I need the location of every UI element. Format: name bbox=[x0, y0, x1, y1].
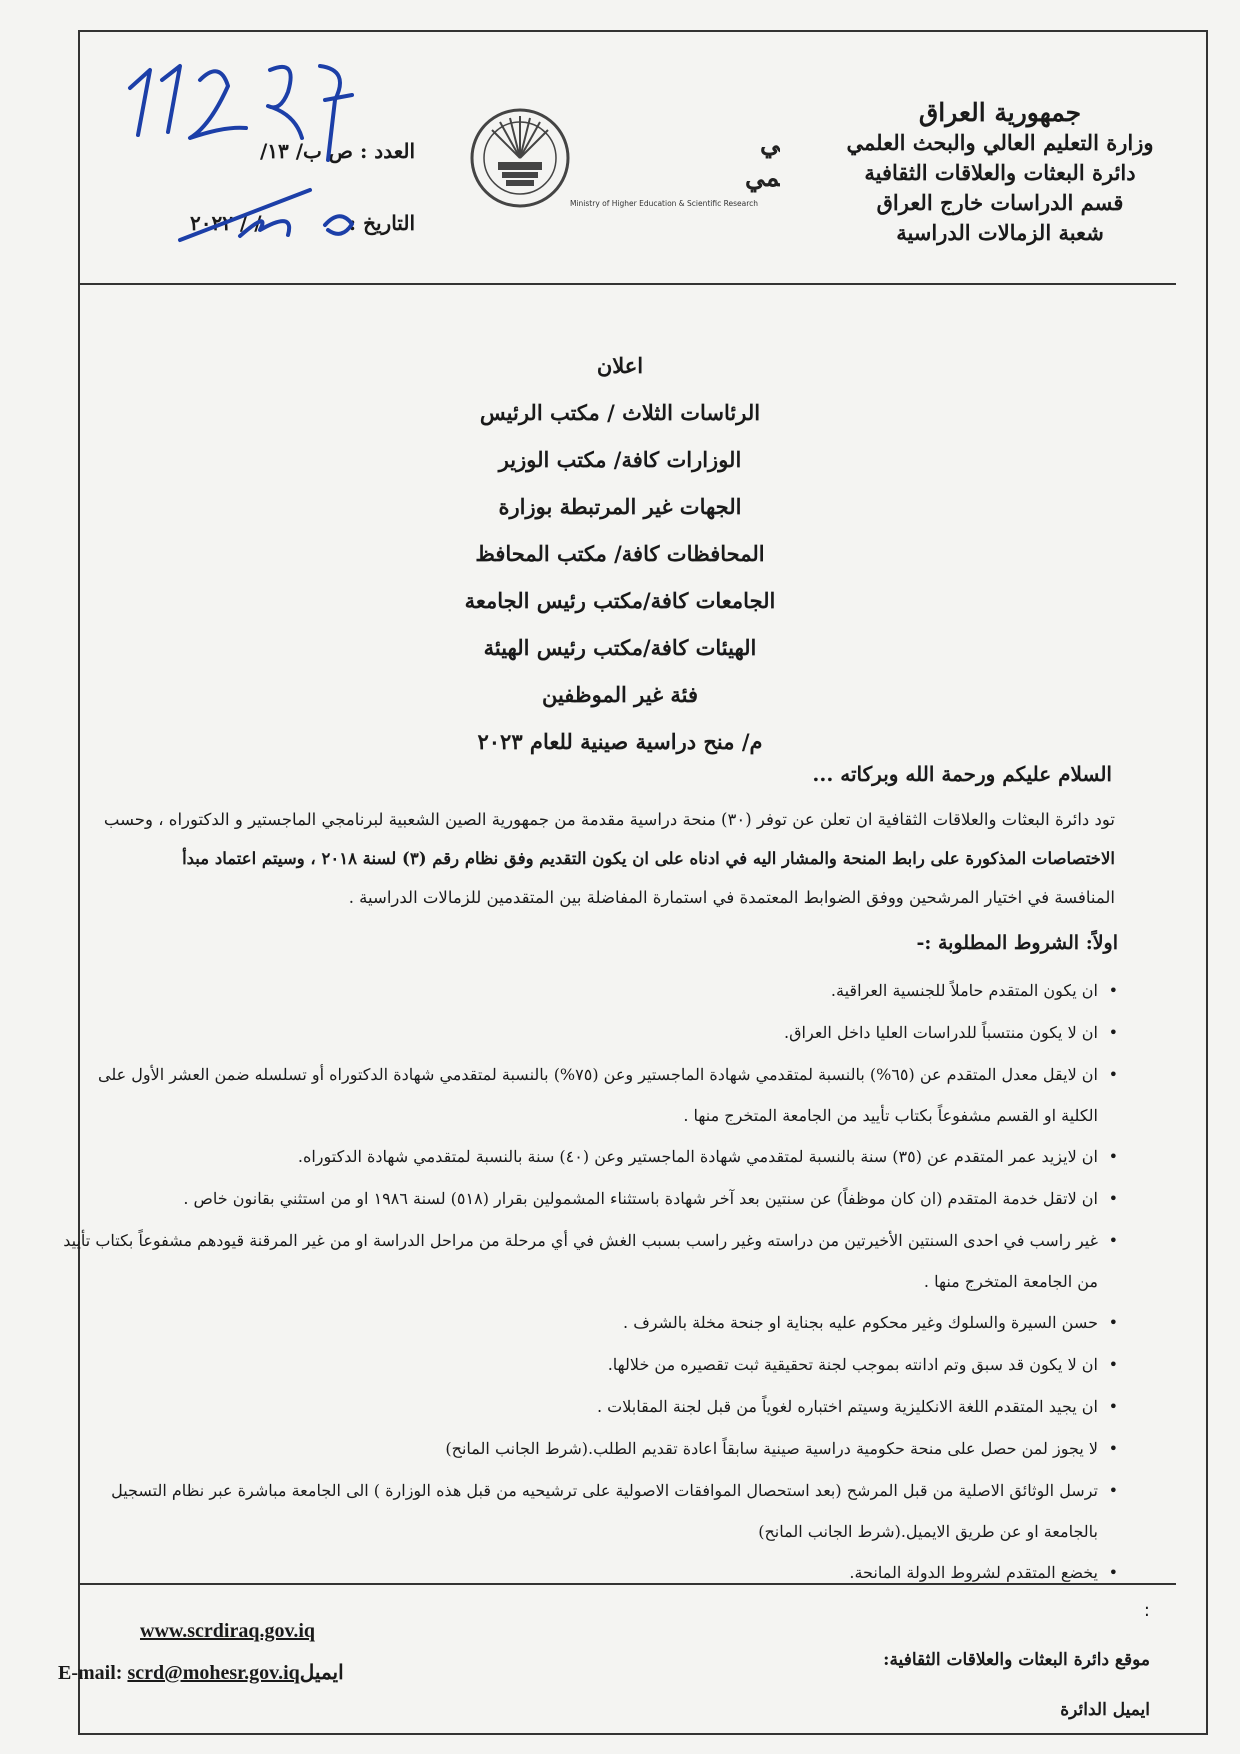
footer-divider bbox=[80, 1583, 1176, 1585]
ministry-logo bbox=[470, 100, 780, 240]
announcement-recipients bbox=[380, 342, 860, 765]
date-label: التاريخ : bbox=[348, 211, 415, 235]
recipient-line: المحافظات كافة/ مكتب المحافظ bbox=[475, 541, 765, 566]
condition-item: • ان يكون المتقدم حاملاً للجنسية العراقية. bbox=[63, 970, 1118, 1012]
ministry-emblem-icon bbox=[470, 100, 780, 240]
site-label: موقع دائرة البعثات والعلاقات الثقافية: bbox=[883, 1650, 1150, 1670]
condition-item: • ان يجيد المتقدم اللغة الانكليزية وسيتم اختباره لغوياً من قبل لجنة المقابلات . bbox=[63, 1386, 1118, 1428]
condition-item: • يخضع المتقدم لشروط الدولة المانحة. bbox=[63, 1552, 1118, 1594]
condition-item: • ان لايزيد عمر المتقدم عن (٣٥) سنة بالنسبة لمتقدمي شهادة الماجستير وعن (٤٠) سنة بالنسبة لمتقدمي شهادة الدكتوراه. bbox=[63, 1136, 1118, 1178]
country-name: جمهورية العراق bbox=[918, 98, 1082, 127]
footer-colon: : bbox=[1143, 1600, 1150, 1621]
reference-number: العدد : ص ب/ ١٣/ bbox=[259, 139, 415, 163]
conditions-title: اولاً: الشروط المطلوبة :- bbox=[916, 932, 1118, 954]
handwritten-annotations bbox=[120, 40, 420, 280]
email-link[interactable]: scrd@mohesr.gov.iq bbox=[127, 1662, 300, 1684]
recipient-line: الجهات غير المرتبطة بوزارة bbox=[498, 494, 742, 519]
svg-text:Ministry of Higher Education &: Ministry of Higher Education & Scientific Research bbox=[570, 199, 759, 208]
recipient-line: الهيئات كافة/مكتب رئيس الهيئة bbox=[483, 635, 757, 660]
svg-text:والبحث العلمي: مي bbox=[745, 163, 780, 192]
condition-item: • لا يجوز لمن حصل على منحة حكومية دراسية صينية سابقاً اعادة تقديم الطلب.(شرط الجانب المانح) bbox=[63, 1428, 1118, 1470]
ministry-header bbox=[830, 98, 1170, 248]
condition-item: • ان لا يكون قد سبق وتم ادانته بموجب لجنة تحقيقية ثبت تقصيره من خلالها. bbox=[63, 1344, 1118, 1386]
condition-item: • ترسل الوثائق الاصلية من قبل المرشح (بعد استحصال الموافقات الاصولية على ترشيحيه من قبل هذه الوزارة ) الى الجامعة مباشرة عبر نظام التسجيل بالجامعة او عن طريق الايميل.(شرط الجانب المانح) bbox=[63, 1470, 1118, 1552]
subject-line: م/ منح دراسية صينية للعام ٢٠٢٣ bbox=[477, 729, 763, 754]
header-divider bbox=[80, 283, 1176, 285]
condition-item: • ان لا يكون منتسباً للدراسات العليا داخل العراق. bbox=[63, 1012, 1118, 1054]
svg-text:وزارة التعليم العالي: ي bbox=[760, 129, 780, 158]
recipient-line: الوزارات كافة/ مكتب الوزير bbox=[498, 447, 742, 472]
announcement-title: اعلان bbox=[596, 353, 644, 378]
date-value: / / ٢٠٢٢ bbox=[190, 211, 262, 235]
intro-line: المنافسة في اختيار المرشحين ووفق الضوابط المعتمدة في استمارة المفاضلة بين المتقدمين للزمالات الدراسية . bbox=[348, 888, 1115, 907]
recipient-line: الرئاسات الثلاث / مكتب الرئيس bbox=[479, 400, 761, 425]
section-name: شعبة الزمالات الدراسية bbox=[896, 220, 1104, 245]
website-link[interactable]: www.scrdiraq.gov.iq bbox=[140, 1620, 316, 1642]
intro-paragraph bbox=[75, 800, 1115, 917]
recipient-line: الجامعات كافة/مكتب رئيس الجامعة bbox=[464, 588, 776, 613]
condition-item: • ان لايقل معدل المتقدم عن (٦٥%) بالنسبة لمتقدمي شهادة الماجستير وعن (٧٥%) بالنسبة لمتقدمي شهادة الدكتوراه أو تسلسله ضمن العشر الأول على الكلية او القسم مشفوعاً بكتاب تأييد من الجامعة المتخرج منها . bbox=[63, 1054, 1118, 1136]
condition-item: • ان لاتقل خدمة المتقدم (ان كان موظفاً) عن سنتين بعد آخر شهادة باستثناء المشمولين بقرار (٥١٨) لسنة ١٩٨٦ او من استثني بقانون خاص . bbox=[63, 1178, 1118, 1220]
greeting: السلام عليكم ورحمة الله وبركاته ... bbox=[812, 762, 1112, 786]
condition-item: • غير راسب في احدى السنتين الأخيرتين من دراسته وغير راسب بسبب الغش في أي مرحلة من مراحل الدراسة او من غير المرقنة قيودهم مشفوعاً بكتاب تأييد من الجامعة المتخرج منها . bbox=[63, 1220, 1118, 1302]
email-label: ايميل الدائرة bbox=[1060, 1700, 1150, 1720]
footer-labels bbox=[810, 1635, 1150, 1735]
condition-item: • حسن السيرة والسلوك وغير محكوم عليه بجناية او جنحة مخلة بالشرف . bbox=[63, 1302, 1118, 1344]
email-prefix: E-mail: bbox=[58, 1662, 123, 1684]
email-suffix: ايميل bbox=[299, 1662, 344, 1684]
recipient-line: فئة غير الموظفين bbox=[541, 682, 699, 707]
department-name: قسم الدراسات خارج العراق bbox=[876, 190, 1124, 215]
directorate-name: دائرة البعثات والعلاقات الثقافية bbox=[864, 160, 1136, 185]
conditions-list bbox=[63, 970, 1118, 1594]
email-line bbox=[58, 1660, 344, 1685]
intro-line: الاختصاصات المذكورة على رابط المنحة والمشار اليه في ادناه على ان يكون التقديم وفق نظام رقم (٣) لسنة ٢٠١٨ ، وسيتم اعتماد مبدأ bbox=[182, 849, 1115, 868]
intro-line: تود دائرة البعثات والعلاقات الثقافية ان تعلن عن توفر (٣٠) منحة دراسية مقدمة من جمهورية الصين الشعبية لبرنامجي الماجستير و الدكتوراه ، وحسب bbox=[103, 810, 1115, 829]
ministry-name: وزارة التعليم العالي والبحث العلمي bbox=[846, 130, 1154, 155]
